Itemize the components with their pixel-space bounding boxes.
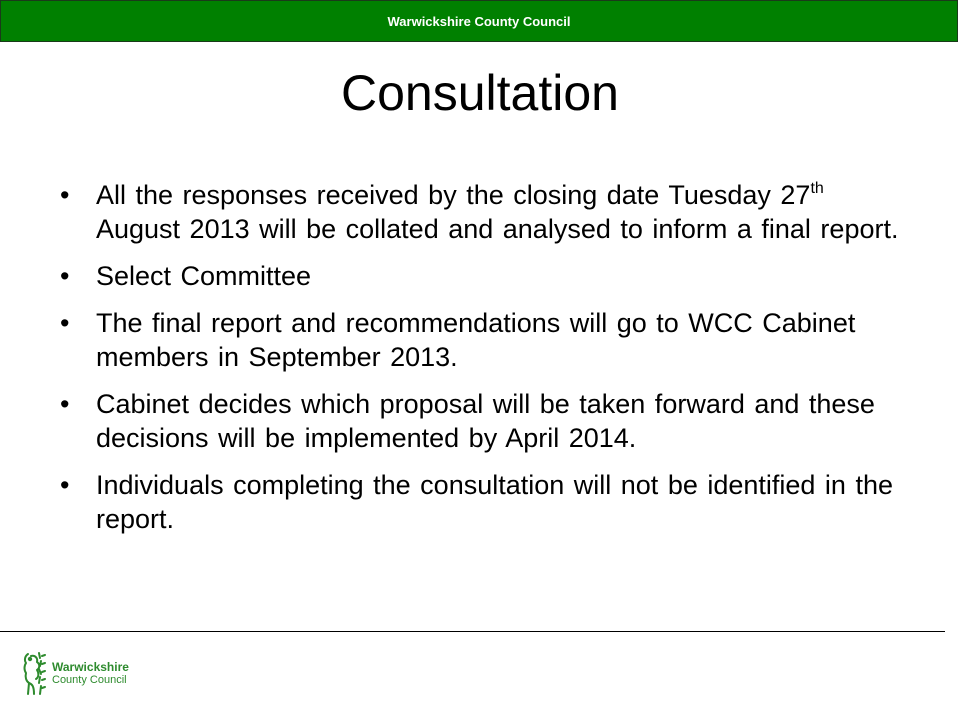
warwickshire-logo — [20, 648, 140, 700]
bullet-item-cabinet-decision — [60, 387, 900, 455]
bullet-item-anonymity — [60, 468, 900, 536]
bullet-item-final-report — [60, 306, 900, 374]
bullet-text: Individuals completing the consultation will not be identified in the report. — [96, 470, 893, 534]
bullet-marker: • — [60, 470, 70, 500]
bullet-item-closing-date — [60, 178, 900, 246]
bullet-marker: • — [60, 389, 70, 419]
bullet-marker: • — [60, 261, 70, 291]
bullet-text-part: All the responses received by the closing date Tuesday 27 — [96, 180, 811, 210]
slide-title: Consultation — [341, 65, 619, 121]
footer-divider — [0, 631, 945, 632]
bullet-list — [60, 178, 900, 549]
bullet-text-part: August 2013 will be collated and analysed to inform a final report. — [96, 214, 899, 244]
header-bar — [0, 0, 958, 42]
logo-line-2: County Council — [52, 674, 127, 686]
bullet-item-select-committee — [60, 259, 900, 293]
bullet-marker: • — [60, 308, 70, 338]
bullet-text: Select Committee — [96, 261, 312, 291]
header-organization: Warwickshire County Council — [387, 13, 571, 29]
bullet-text: Cabinet decides which proposal will be taken forward and these decisions will be implemented by April 2014. — [96, 389, 875, 453]
bullet-text: The final report and recommendations will go to WCC Cabinet members in September 2013. — [96, 308, 856, 372]
logo-line-1: Warwickshire — [52, 660, 129, 674]
bullet-marker: • — [60, 180, 70, 210]
logo-wordmark — [52, 661, 129, 687]
bullet-superscript: th — [810, 180, 824, 197]
warwickshire-bear-and-ragged-staff-icon — [20, 650, 48, 698]
